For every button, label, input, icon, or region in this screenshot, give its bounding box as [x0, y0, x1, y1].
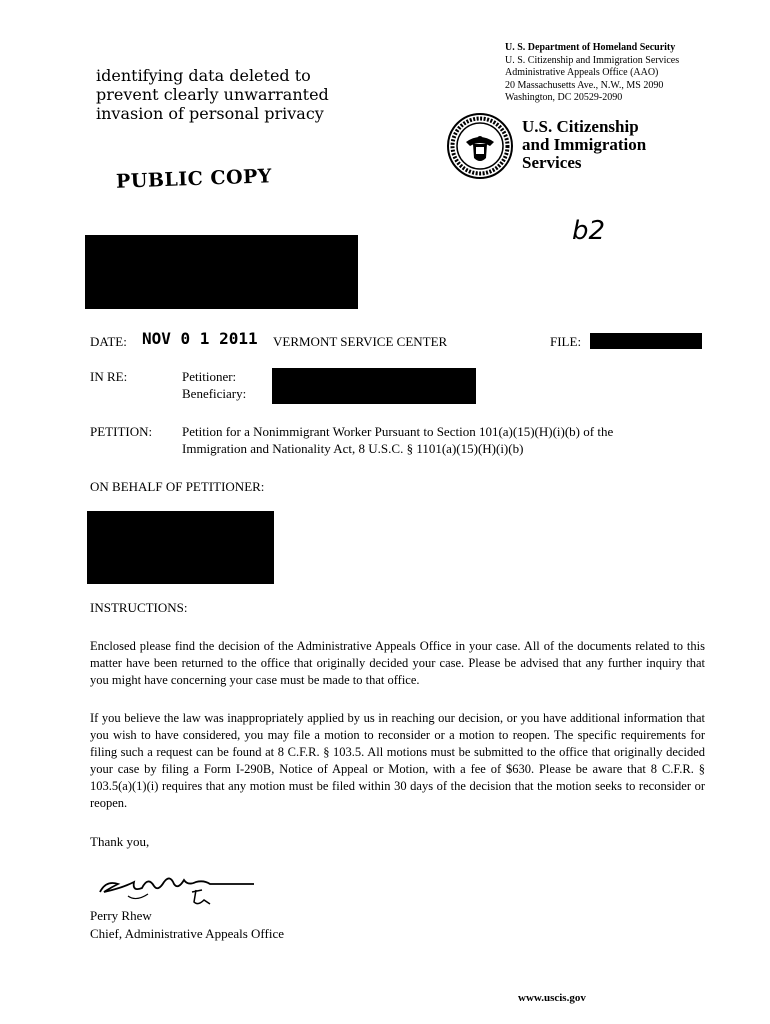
redacted-representative — [87, 511, 274, 584]
closing: Thank you, — [90, 834, 150, 849]
agency-line-2: U. S. Citizenship and Immigration Services — [505, 54, 680, 66]
in-re-label: IN RE: — [90, 369, 128, 384]
signer-name: Perry Rhew — [90, 908, 152, 923]
agency-line-1: U. S. Department of Homeland Security — [505, 42, 676, 53]
petitioner-label: Petitioner: — [182, 369, 237, 384]
instructions-heading: INSTRUCTIONS: — [90, 600, 188, 615]
agency-line-5: Washington, DC 20529-2090 — [505, 92, 623, 103]
dhs-seal-icon — [446, 112, 514, 180]
beneficiary-label: Beneficiary: — [182, 386, 247, 401]
petition-text-line-2: Immigration and Nationality Act, 8 U.S.C. § 1101(a)(15)(H)(i)(b) — [182, 441, 524, 456]
privacy-line-2: prevent clearly unwarranted — [96, 85, 329, 104]
redacted-recipient — [85, 235, 358, 309]
privacy-line-1: identifying data deleted to — [96, 66, 311, 85]
date-value: NOV 0 1 2011 — [142, 329, 258, 348]
petition-label: PETITION: — [90, 424, 153, 439]
petition-text-line-1: Petition for a Nonimmigrant Worker Pursuant to Section 101(a)(15)(H)(i)(b) of the — [182, 424, 614, 439]
agency-line-4: 20 Massachusetts Ave., N.W., MS 2090 — [505, 79, 664, 91]
redacted-parties — [272, 368, 476, 404]
uscis-line-3: Services — [522, 153, 582, 172]
privacy-notice — [96, 66, 329, 123]
service-center: VERMONT SERVICE CENTER — [273, 334, 448, 349]
website-link[interactable]: www.uscis.gov — [518, 992, 586, 1004]
on-behalf-label: ON BEHALF OF PETITIONER: — [90, 479, 265, 494]
agency-address — [505, 42, 679, 105]
redacted-file-number — [590, 333, 702, 349]
privacy-line-3: invasion of personal privacy — [96, 104, 324, 123]
file-label: FILE: — [550, 334, 582, 349]
uscis-line-2: and Immigration — [522, 135, 647, 154]
signature-icon — [92, 862, 262, 912]
signer-title: Chief, Administrative Appeals Office — [90, 926, 284, 941]
handwritten-note: b2 — [572, 216, 606, 246]
date-label: DATE: — [90, 334, 127, 349]
agency-line-3: Administrative Appeals Office (AAO) — [505, 67, 659, 78]
uscis-line-1: U.S. Citizenship — [522, 117, 639, 136]
instructions-paragraph-2: If you believe the law was inappropriately applied by us in reaching our decision, or you have additional information that you wish to have considered, you may file a motion to reconsider or a motion to reopen. The specific requirements for filing such a request can be found at 8 C.F.R. § 103.5. All motions must be submitted to the office that originally decided your case by filing a Form I-290B, Notice of Appeal or Motion, with a fee of $630. Please be aware that 8 C.F.R. § 103.5(a)(1)(i) requires that any motion must be filed within 30 days of the decision that the motion seeks to reconsider or reopen. — [90, 711, 705, 810]
uscis-name — [522, 118, 646, 172]
instructions-paragraph-1: Enclosed please find the decision of the Administrative Appeals Office in your case. All of the documents related to this matter have been returned to the office that originally decided your case. Please be advised that any further inquiry that you might have concerning your case must be made to that office. — [90, 639, 705, 687]
public-copy-stamp: PUBLIC COPY — [115, 165, 273, 193]
